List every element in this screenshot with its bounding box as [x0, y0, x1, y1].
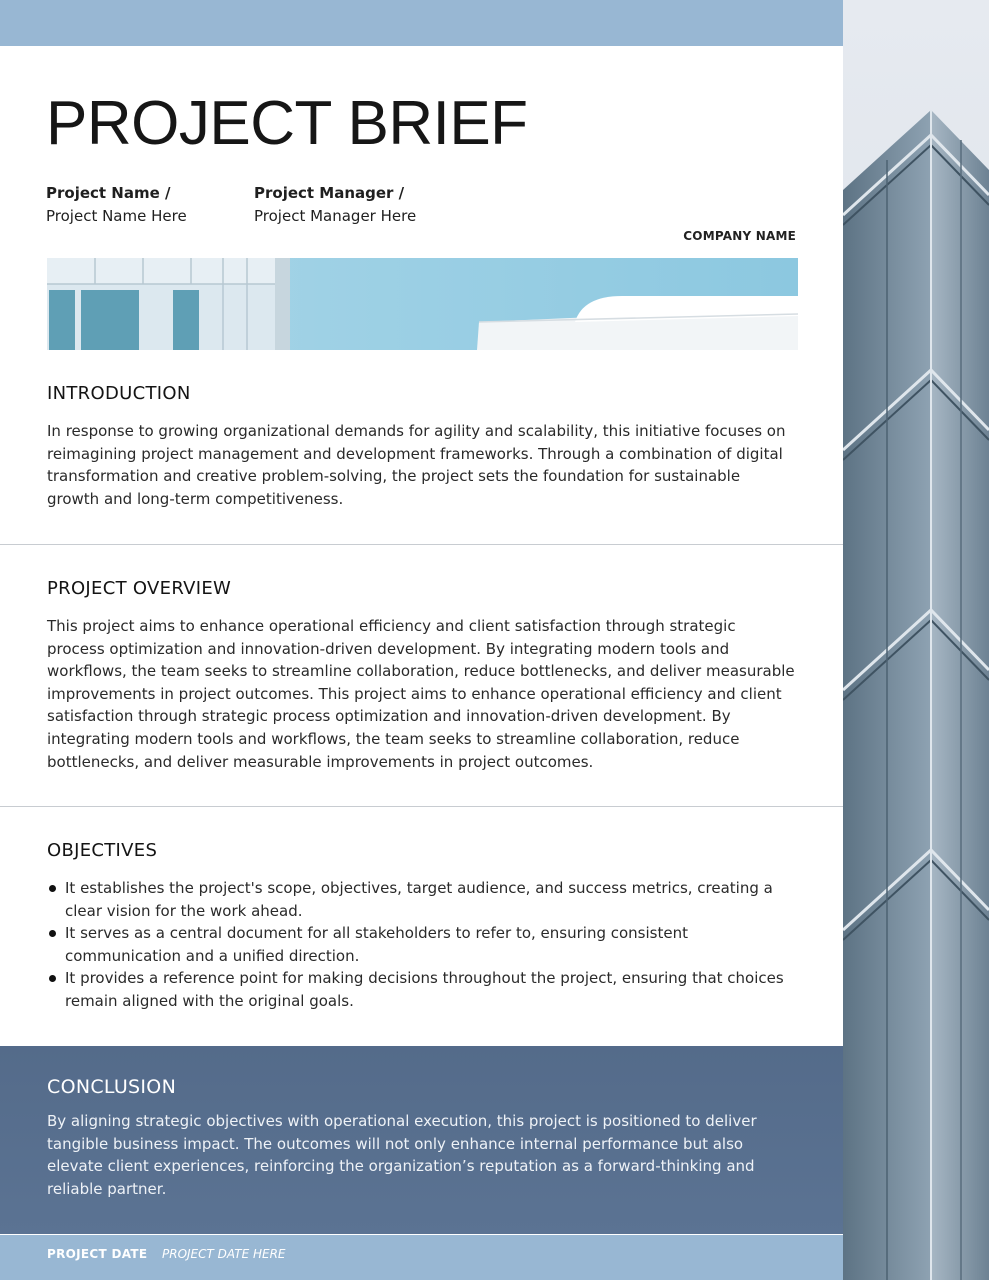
overview-heading: PROJECT OVERVIEW — [47, 578, 232, 599]
company-name: COMPANY NAME — [683, 229, 796, 243]
conclusion-heading: CONCLUSION — [47, 1076, 177, 1098]
objectives-list — [47, 877, 797, 1013]
conclusion-section — [0, 1046, 843, 1234]
objectives-section — [47, 840, 797, 1013]
objective-item: It serves as a central document for all stakeholders to refer to, ensuring consistent communication and a unified direction. — [47, 922, 797, 967]
project-date-value: PROJECT DATE HERE — [162, 1247, 286, 1261]
header-banner-image — [47, 258, 798, 350]
project-name-block — [46, 182, 187, 228]
objectives-heading: OBJECTIVES — [47, 840, 158, 861]
footer-band — [0, 1235, 843, 1280]
project-manager-value: Project Manager Here — [254, 207, 417, 225]
project-date-label: PROJECT DATE — [47, 1247, 148, 1261]
section-divider — [0, 544, 843, 545]
project-manager-label: Project Manager / — [254, 184, 405, 202]
conclusion-body: By aligning strategic objectives with operational execution, this project is positioned to deliver tangible business impact. The outcomes will not only enhance internal performance but also elevate client experiences, reinforcing the organization’s reputation as a forward-thinking and reliable partner. — [47, 1112, 757, 1198]
project-name-value: Project Name Here — [46, 207, 187, 225]
page-title: PROJECT BRIEF — [46, 89, 528, 158]
objective-item: It provides a reference point for making decisions throughout the project, ensuring that choices remain aligned with the original goals. — [47, 967, 797, 1012]
section-divider — [0, 806, 843, 807]
introduction-heading: INTRODUCTION — [47, 383, 191, 404]
project-manager-block — [254, 182, 416, 228]
building-facade-image — [843, 0, 989, 1280]
project-name-label: Project Name / — [46, 184, 171, 202]
overview-section — [47, 578, 797, 773]
top-accent-band — [0, 0, 843, 46]
overview-body: This project aims to enhance operational efficiency and client satisfaction through strategic process optimization and innovation-driven development. By integrating modern tools and workflows, the team seeks to streamline collaboration, reduce bottlenecks, and deliver measurable improvements in project outcomes. This project aims to enhance operational efficiency and client satisfaction through strategic process optimization and innovation-driven development. By integrating modern tools and workflows, the team seeks to streamline collaboration, reduce bottlenecks, and deliver measurable improvements in project outcomes. — [47, 617, 795, 771]
objective-item: It establishes the project's scope, objectives, target audience, and success metrics, creating a clear vision for the work ahead. — [47, 877, 797, 922]
introduction-section — [47, 383, 797, 510]
introduction-body: In response to growing organizational demands for agility and scalability, this initiative focuses on reimagining project management and development frameworks. Through a combination of digital transformation and creative problem-solving, the project sets the foundation for sustainable growth and long-term competitiveness. — [47, 422, 786, 508]
